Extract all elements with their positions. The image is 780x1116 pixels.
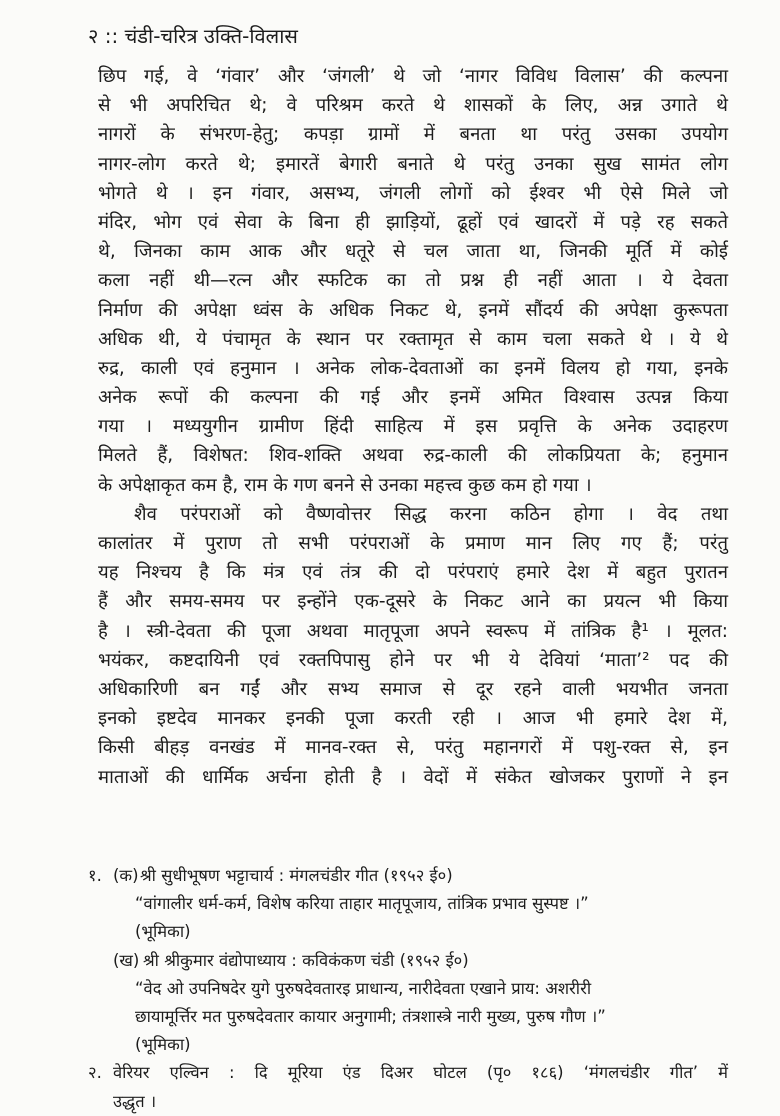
footnote-sublabel: (ख) [113,950,140,970]
text-line: छिप गई, वे ‘गंवार’ और ‘जंगली’ थे जो ‘नागर विविध विलास’ की कल्पना [98,66,728,87]
footnote-number: २. [88,1063,102,1083]
footnote-1b-quote-1 [88,975,728,1003]
text-line: कालांतर में पुराण तो सभी परंपराओं के प्रमाण मान लिए गए हैं; परंतु [98,533,728,554]
text-line: भयंकर, कष्टदायिनी एवं रक्तपिपासु होने पर भी ये देवियां ‘माता’² पद की [98,649,728,671]
header-separator: :: [104,24,119,48]
footnote-text: उद्धृत । [113,1091,157,1111]
book-title: चंडी-चरित्र उक्ति-विलास [124,24,298,48]
text-line: भोगते थे । इन गंवार, असभ्य, जंगली लोगों को ईश्वर भी ऐसे मिले जो [98,182,728,204]
footnote-2 [88,1059,728,1087]
text-line: निर्माण की अपेक्षा ध्वंस के अधिक निकट थे, इनमें सौंदर्य की अपेक्षा कुरूपता [98,299,728,321]
body-text [98,62,728,792]
text-line: कला नहीं थी—रत्न और स्फटिक का तो प्रश्न ही नहीं आता । ये देवता [98,270,728,292]
text-line: किसी बीहड़ वनखंड में मानव-रक्त से, परंतु महानगरों में पशु-रक्त से, इन [98,737,728,759]
text-line: के अपेक्षाकृत कम है, राम के गण बनने से उनका महत्त्व कुछ कम हो गया । [98,474,592,496]
footnote-number: १. [88,866,102,885]
footnote-quote: “वेद ओ उपनिषदेर युगे पुरुषदेवतारइ प्राधान्य, नारीदेवता एखाने प्राय: अशरीरी [135,978,592,998]
footnote-1b-quote-2 [88,1003,728,1031]
text-line: मंदिर, भोग एवं सेवा के बिना ही झाड़ियों, ढूहों एवं खादरों में पड़े रह सकते [98,211,728,233]
footnote-1b [88,947,728,975]
text-line: अधिक थी, ये पंचामृत के स्थान पर रक्तामृत से काम चला सकते थे । ये थे [98,328,728,350]
page-number: २ [88,24,99,48]
footnote-1a-quote [88,890,728,918]
footnote-1b-source [88,1031,728,1059]
text-line: से भी अपरिचित थे; वे परिश्रम करते थे शासकों के लिए, अन्न उगाते थे [98,95,728,117]
text-line: गया । मध्ययुगीन ग्रामीण हिंदी साहित्य में इस प्रवृत्ति के अनेक उदाहरण [98,416,728,438]
footnote-text: वेरियर एल्विन : दि मूरिया एंड दिअर घोटल (पृ० १८६) ‘मंगलचंडीर गीत’ में [113,1063,728,1083]
text-line: शैव परंपराओं को वैष्णवोत्तर सिद्ध करना कठिन होगा । वेद तथा [134,503,728,525]
text-line: अधिकारिणी बन गईं और सभ्य समाज से दूर रहने वाली भयभीत जनता [98,678,728,700]
footnote-1a [88,862,728,890]
text-line: नागर-लोग करते थे; इमारतें बेगारी बनाते थे परंतु उनका सुख सामंत लोग [98,153,728,175]
text-line: थे, जिनका काम आक और धतूरे से चल जाता था, जिनकी मूर्ति में कोई [98,241,728,263]
footnote-citation: श्री सुधीभूषण भट्टाचार्य : मंगलचंडीर गीत (१९५२ ई०) [140,866,453,885]
footnote-1a-source [88,918,728,946]
footnote-sublabel: (क) [113,866,139,885]
text-line: है । स्त्री-देवता की पूजा अथवा मातृपूजा अपने स्वरूप में तांत्रिक है¹ । मूलत: [98,620,728,642]
text-line: माताओं की धार्मिक अर्चना होती है । वेदों में संकेत खोजकर पुराणों ने इन [98,766,728,788]
text-line: हैं और समय-समय पर इन्होंने एक-दूसरे के निकट आने का प्रयत्न भी किया [98,591,728,613]
text-line: यह निश्चय है कि मंत्र एवं तंत्र की दो परंपराएं हमारे देश में बहुत पुरातन [98,562,728,584]
running-header [88,22,298,49]
footnote-2-cont [88,1088,728,1116]
footnote-source: (भूमिका) [135,1035,191,1055]
text-line: अनेक रूपों की कल्पना की गई और इनमें अमित विश्वास उत्पन्न किया [98,387,728,409]
text-line: रुद्र, काली एवं हनुमान । अनेक लोक-देवताओं का इनमें विलय हो गया, इनके [98,357,728,379]
footnote-quote: “वांगालीर धर्म-कर्म, विशेष करिया ताहार मातृपूजाय, तांत्रिक प्रभाव सुस्पष्ट ।” [135,894,589,914]
text-line: नागरों के संभरण-हेतु; कपड़ा ग्रामों में बनता था परंतु उसका उपयोग [98,124,728,146]
footnote-citation: श्री श्रीकुमार वंद्योपाध्याय : कविकंकण चंडी (१९५२ ई०) [143,950,469,970]
footnotes [88,862,728,1116]
text-line: इनको इष्टदेव मानकर इनकी पूजा करती रही । आज भी हमारे देश में, [98,708,728,730]
text-line: मिलते हैं, विशेषत: शिव-शक्ति अथवा रुद्र-काली की लोकप्रियता के; हनुमान [98,445,728,467]
footnote-quote: छायामूर्त्तिर मत पुरुषदेवतार कायार अनुगामी; तंत्रशास्त्रे नारी मुख्य, पुरुष गौण ।” [135,1006,606,1026]
footnote-source: (भूमिका) [135,922,191,942]
